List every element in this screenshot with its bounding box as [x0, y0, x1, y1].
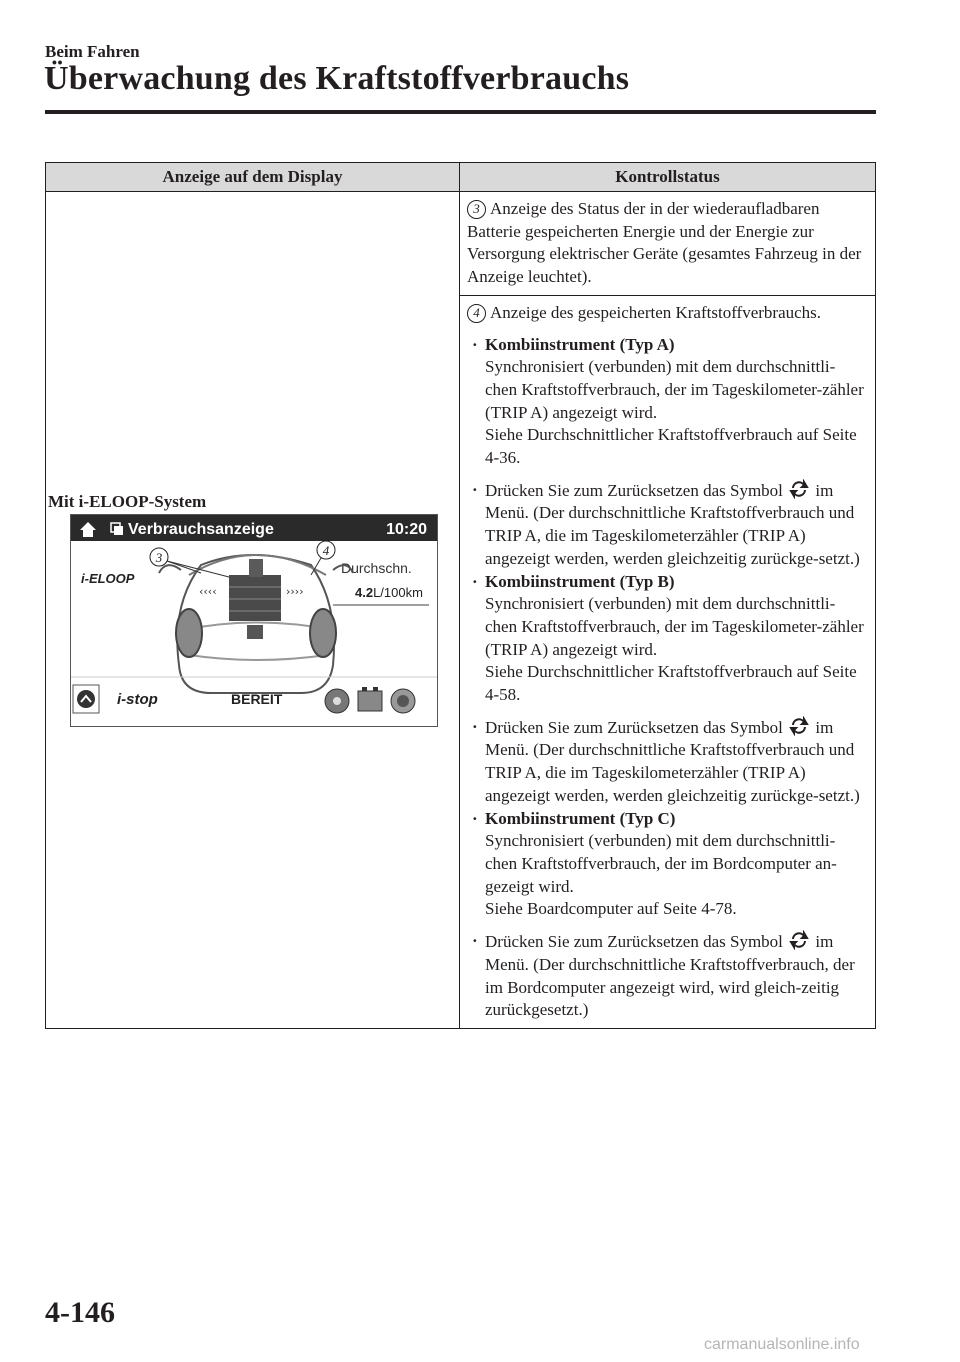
- istop-icon: [77, 690, 95, 708]
- battery-status-icon: [358, 687, 382, 711]
- energy-flow-right-icon: ››››: [286, 585, 304, 599]
- average-readout: 4.2L/100km: [355, 585, 423, 601]
- list-item: [467, 334, 867, 470]
- fuel-display-screen: [70, 514, 438, 727]
- callout-marker-4-ref: 4: [467, 304, 486, 323]
- ready-label: BEREIT: [231, 691, 283, 708]
- eloop-label: i-ELOOP: [81, 571, 135, 587]
- list-item-head: · Kombiinstrument (Typ B): [485, 571, 675, 591]
- list-item-body: Synchronisiert (verbunden) mit dem durchschnittli-chen Kraftstoffverbrauch, der im Tageskilometer-zähler (TRIP A) angezeigt wird.: [485, 357, 864, 422]
- steering-icon: [325, 689, 349, 713]
- section-label: Beim Fahren: [45, 42, 140, 61]
- status-cell-3: [460, 192, 876, 296]
- table-header-row: [46, 163, 876, 192]
- list-item-head: · Kombiinstrument (Typ A): [485, 334, 675, 354]
- page-title: Überwachung des Kraftstoffverbrauchs: [44, 60, 630, 97]
- system-label: Mit i-ELOOP-System: [48, 492, 207, 512]
- list-item-body: Synchronisiert (verbunden) mit dem durchschnittli-chen Kraftstoffverbrauch, der im Bordcomputer an-gezeigt wird.: [485, 831, 837, 896]
- display-cell: [46, 192, 460, 1029]
- watermark-link[interactable]: carmanualsonline.info: [704, 1336, 860, 1353]
- energy-flow-left-icon: ‹‹‹‹: [199, 585, 217, 599]
- status-table: [45, 162, 876, 1029]
- climate-icon: [391, 689, 415, 713]
- svg-text:3: 3: [155, 550, 163, 566]
- list-item: [467, 808, 867, 922]
- page-number: 4-146: [45, 1296, 115, 1329]
- list-item: [467, 571, 867, 707]
- screen-title: Verbrauchsanzeige: [128, 521, 274, 539]
- average-label: Durchschn.: [341, 560, 412, 577]
- column-header-display: Anzeige auf dem Display: [46, 163, 460, 192]
- reset-icon: [789, 930, 809, 950]
- reset-icon: [789, 479, 809, 499]
- svg-text:4: 4: [322, 543, 330, 559]
- row4-intro: Anzeige des gespeicherten Kraftstoffverbrauchs.: [490, 302, 822, 322]
- row4-intro-line: [467, 302, 867, 325]
- list-item-ref: Siehe Durchschnittlicher Kraftstoffverbrauch auf Seite 4-36.: [485, 425, 857, 468]
- list-item-body: Synchronisiert (verbunden) mit dem durchschnittli-chen Kraftstoffverbrauch, der im Tageskilometer-zähler (TRIP A) angezeigt wird.: [485, 594, 864, 659]
- list-item-ref: Siehe Boardcomputer auf Seite 4-78.: [485, 899, 737, 919]
- list-item-ref: Siehe Durchschnittlicher Kraftstoffverbrauch auf Seite 4-58.: [485, 662, 857, 705]
- table-row: [46, 192, 876, 296]
- reset-icon: [789, 716, 809, 736]
- title-divider: [45, 110, 876, 114]
- list-item-head: · Kombiinstrument (Typ C): [485, 808, 676, 828]
- istop-label: i-stop: [117, 691, 158, 709]
- list-item: · Drücken Sie zum Zurücksetzen das Symbol im Menü. (Der durchschnittliche Kraftstoffverbrauch, der im Bordcomputer angezeigt wird, wird gleich-zeitig zurückgesetzt.): [467, 930, 867, 1022]
- screen-time: 10:20: [386, 521, 427, 539]
- fuel-display-illustration: [71, 515, 437, 726]
- column-header-status: Kontrollstatus: [460, 163, 876, 192]
- list-item: · Drücken Sie zum Zurücksetzen das Symbol im Menü. (Der durchschnittliche Kraftstoffverbrauch und TRIP A, die im Tageskilometerzähler (TRIP A) angezeigt werden, werden gleichzeitig zurückge-setzt.): [467, 716, 867, 808]
- callout-marker-3-ref: 3: [467, 200, 486, 219]
- status-cell-4: [460, 295, 876, 1028]
- list-item: · Drücken Sie zum Zurücksetzen das Symbol im Menü. (Der durchschnittliche Kraftstoffverbrauch und TRIP A, die im Tageskilometerzähler (TRIP A) angezeigt werden, werden gleichzeitig zurückge-setzt.): [467, 479, 867, 571]
- row3-text: Anzeige des Status der in der wiederaufladbaren Batterie gespeicherten Energie und der Energie zur Versorgung elektrischer Geräte (gesamtes Fahrzeug in der Anzeige leuchtet).: [467, 199, 862, 287]
